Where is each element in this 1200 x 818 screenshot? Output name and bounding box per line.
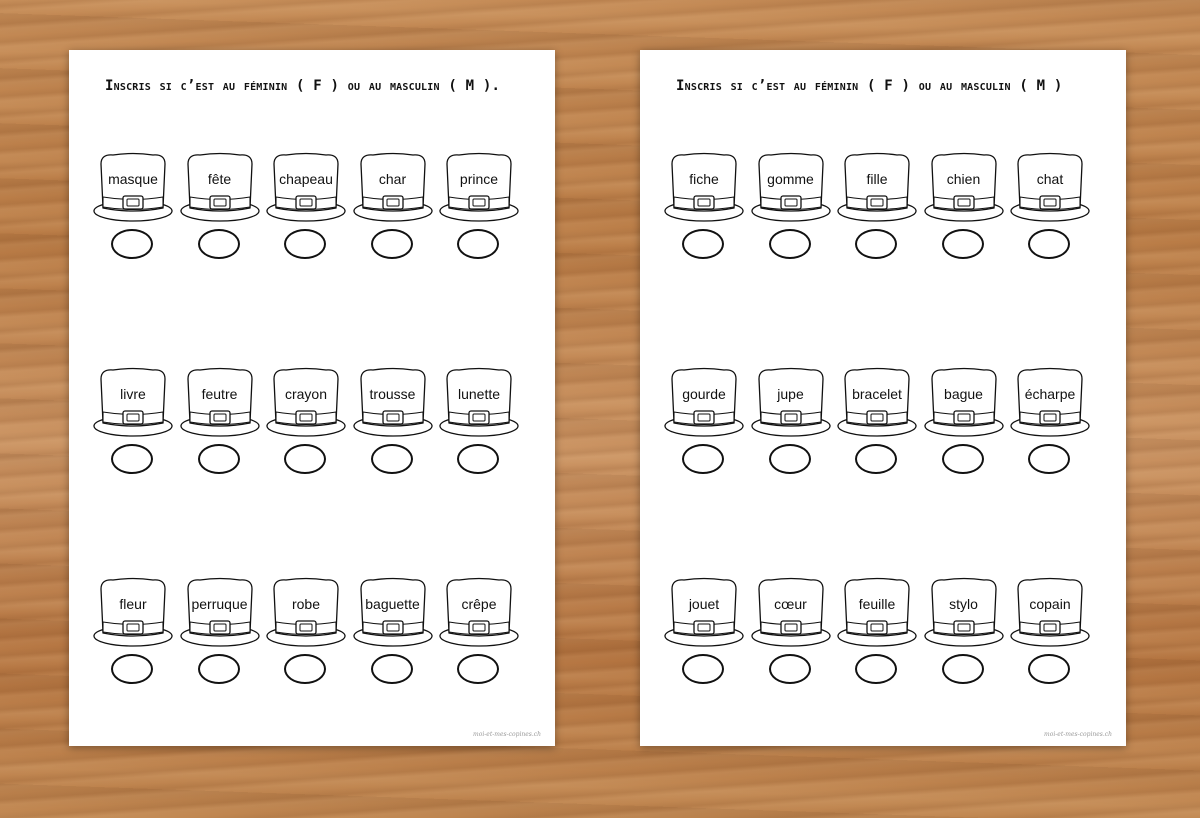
answer-circle[interactable] [1028, 229, 1070, 259]
word-label: bracelet [852, 386, 902, 402]
top-hat-icon [351, 365, 435, 443]
worksheet-title: Inscris si c’est au féminin ( F ) ou au masculin ( M ). [105, 78, 501, 94]
top-hat-icon [749, 575, 833, 653]
top-hat-icon [749, 150, 833, 228]
answer-circle[interactable] [198, 444, 240, 474]
answer-circle[interactable] [284, 654, 326, 684]
answer-circle[interactable] [769, 444, 811, 474]
top-hat-icon [1008, 150, 1092, 228]
word-card [662, 575, 746, 715]
top-hat-icon [922, 575, 1006, 653]
top-hat-icon [1008, 575, 1092, 653]
answer-circle[interactable] [682, 654, 724, 684]
top-hat-icon [922, 150, 1006, 228]
word-card [351, 575, 435, 715]
word-card [437, 365, 521, 505]
answer-circle[interactable] [942, 654, 984, 684]
answer-circle[interactable] [457, 444, 499, 474]
word-row [662, 150, 1102, 290]
word-label: chapeau [279, 171, 333, 187]
word-label: fiche [689, 171, 719, 187]
answer-circle[interactable] [457, 229, 499, 259]
word-card [835, 150, 919, 290]
word-label: livre [120, 386, 146, 402]
worksheet-page-2 [640, 50, 1126, 746]
worksheet-page-1 [69, 50, 555, 746]
top-hat-icon [835, 150, 919, 228]
word-label: cœur [774, 596, 807, 612]
top-hat-icon [91, 575, 175, 653]
word-label: chien [946, 171, 981, 187]
word-card [749, 150, 833, 290]
top-hat-icon [662, 365, 746, 443]
word-label: gourde [682, 386, 726, 402]
word-card [178, 575, 262, 715]
word-label: copain [1029, 596, 1071, 612]
word-card [178, 150, 262, 290]
word-card [1008, 150, 1092, 290]
top-hat-icon [437, 575, 521, 653]
word-label: stylo [949, 596, 978, 612]
top-hat-icon [662, 575, 746, 653]
top-hat-icon [437, 365, 521, 443]
top-hat-icon [835, 365, 919, 443]
word-card [922, 575, 1006, 715]
word-row [662, 575, 1102, 715]
answer-circle[interactable] [371, 444, 413, 474]
word-label: crêpe [461, 596, 497, 612]
answer-circle[interactable] [371, 654, 413, 684]
footer-credit: moi-et-mes-copines.ch [1044, 731, 1112, 738]
word-label: jupe [777, 386, 804, 402]
word-label: trousse [369, 386, 416, 402]
top-hat-icon [351, 575, 435, 653]
word-label: gomme [767, 171, 814, 187]
top-hat-icon [178, 150, 262, 228]
word-label: baguette [365, 596, 420, 612]
top-hat-icon [749, 365, 833, 443]
word-card [91, 365, 175, 505]
word-card [922, 365, 1006, 505]
answer-circle[interactable] [111, 654, 153, 684]
word-label: masque [108, 171, 158, 187]
word-label: chat [1036, 171, 1064, 187]
answer-circle[interactable] [682, 229, 724, 259]
top-hat-icon [178, 575, 262, 653]
word-card [264, 575, 348, 715]
answer-circle[interactable] [111, 229, 153, 259]
answer-circle[interactable] [1028, 444, 1070, 474]
word-card [437, 575, 521, 715]
word-card [91, 150, 175, 290]
top-hat-icon [1008, 365, 1092, 443]
answer-circle[interactable] [942, 229, 984, 259]
word-label: bague [944, 386, 983, 402]
answer-circle[interactable] [284, 444, 326, 474]
top-hat-icon [264, 365, 348, 443]
word-label: crayon [284, 386, 328, 402]
word-card [922, 150, 1006, 290]
word-card [351, 150, 435, 290]
answer-circle[interactable] [855, 444, 897, 474]
word-card [835, 365, 919, 505]
word-card [178, 365, 262, 505]
word-card [1008, 365, 1092, 505]
word-label: char [378, 171, 407, 187]
word-row [662, 365, 1102, 505]
top-hat-icon [178, 365, 262, 443]
answer-circle[interactable] [682, 444, 724, 474]
word-card [1008, 575, 1092, 715]
word-card [662, 365, 746, 505]
answer-circle[interactable] [855, 229, 897, 259]
word-label: fille [866, 171, 888, 187]
answer-circle[interactable] [111, 444, 153, 474]
word-card [749, 365, 833, 505]
word-label: feutre [201, 386, 238, 402]
word-card [437, 150, 521, 290]
word-label: fête [207, 171, 232, 187]
answer-circle[interactable] [198, 654, 240, 684]
word-card [835, 575, 919, 715]
word-row [91, 365, 531, 505]
word-card [91, 575, 175, 715]
word-label: prince [459, 171, 499, 187]
top-hat-icon [264, 575, 348, 653]
worksheet-title: Inscris si c’est au féminin ( F ) ou au masculin ( M ) [676, 78, 1063, 94]
top-hat-icon [662, 150, 746, 228]
top-hat-icon [264, 150, 348, 228]
answer-circle[interactable] [855, 654, 897, 684]
word-label: feuille [858, 596, 896, 612]
word-label: perruque [191, 596, 248, 612]
answer-circle[interactable] [457, 654, 499, 684]
word-label: lunette [457, 386, 501, 402]
top-hat-icon [91, 150, 175, 228]
answer-circle[interactable] [1028, 654, 1070, 684]
word-card [264, 365, 348, 505]
word-card [351, 365, 435, 505]
answer-circle[interactable] [769, 229, 811, 259]
word-label: jouet [688, 596, 720, 612]
answer-circle[interactable] [371, 229, 413, 259]
top-hat-icon [922, 365, 1006, 443]
word-row [91, 150, 531, 290]
top-hat-icon [351, 150, 435, 228]
word-label: fleur [119, 596, 147, 612]
word-card [264, 150, 348, 290]
answer-circle[interactable] [198, 229, 240, 259]
answer-circle[interactable] [942, 444, 984, 474]
word-row [91, 575, 531, 715]
top-hat-icon [91, 365, 175, 443]
answer-circle[interactable] [769, 654, 811, 684]
word-label: robe [291, 596, 321, 612]
word-label: écharpe [1024, 386, 1076, 402]
answer-circle[interactable] [284, 229, 326, 259]
top-hat-icon [835, 575, 919, 653]
footer-credit: moi-et-mes-copines.ch [473, 731, 541, 738]
word-card [662, 150, 746, 290]
top-hat-icon [437, 150, 521, 228]
word-card [749, 575, 833, 715]
